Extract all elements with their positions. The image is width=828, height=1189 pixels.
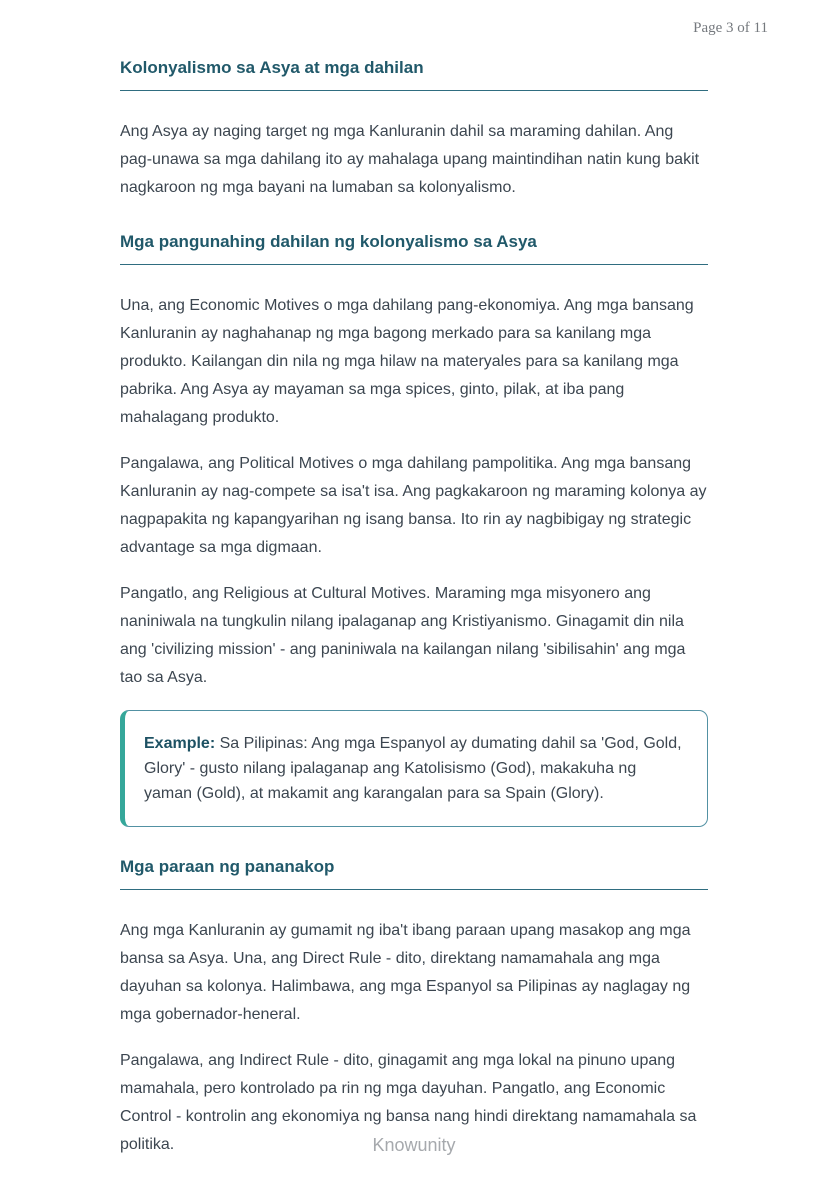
example-label: Example: bbox=[144, 735, 216, 752]
paragraph: Pangatlo, ang Religious at Cultural Motives. Maraming mga misyonero ang naniniwala na tungkulin nilang ipalaganap ang Kristiyanismo. Ginagamit din nila ang 'civilizing mission' - ang paniniwala na kailangan nilang 'sibilisahin' ang mga tao sa Asya. bbox=[120, 585, 686, 686]
section-kolonyalismo bbox=[120, 58, 708, 202]
paragraph: Pangalawa, ang Indirect Rule - dito, ginagamit ang mga lokal na pinuno upang mamahala, pero kontrolado pa rin ng mga dayuhan. Pangatlo, ang Economic Control - kontrolin ang ekonomiya ng bansa nang hindi direktang namamahala sa politika. bbox=[120, 1052, 697, 1153]
footer-brand: Knowunity bbox=[372, 1135, 456, 1155]
section-heading: Mga paraan ng pananakop bbox=[120, 857, 708, 890]
example-callout bbox=[120, 710, 708, 827]
section-mga-paraan bbox=[120, 857, 708, 1159]
example-text bbox=[144, 731, 683, 806]
paragraph: Ang Asya ay naging target ng mga Kanluranin dahil sa maraming dahilan. Ang pag-unawa sa mga dahilang ito ay mahalaga upang maintindihan natin kung bakit nagkaroon ng mga bayani na lumaban sa kolonyalismo. bbox=[120, 123, 700, 196]
paragraph: Pangalawa, ang Political Motives o mga dahilang pampolitika. Ang mga bansang Kanluranin ay nag-compete sa isa't isa. Ang pagkakaroon ng maraming kolonya ay nagpapakita ng kapangyarihan ng isang bansa. Ito rin ay nagbibigay ng strategic advantage sa mga digmaan. bbox=[120, 455, 707, 556]
page-indicator: Page 3 of 11 bbox=[693, 20, 768, 36]
paragraph: Una, ang Economic Motives o mga dahilang pang-ekonomiya. Ang mga bansang Kanluranin ay naghahanap ng mga bagong merkado para sa kanilang mga produkto. Kailangan din nila ng mga hilaw na materyales para sa kanilang mga pabrika. Ang Asya ay mayaman sa mga spices, ginto, pilak, at iba pang mahalagang produkto. bbox=[120, 297, 694, 426]
section-mga-dahilan bbox=[120, 232, 708, 827]
section-heading: Mga pangunahing dahilan ng kolonyalismo sa Asya bbox=[120, 232, 708, 265]
example-body: Sa Pilipinas: Ang mga Espanyol ay dumating dahil sa 'God, Gold, Glory' - gusto nilang ipalaganap ang Katolisismo (God), makakuha ng yaman (Gold), at makamit ang karangalan para sa Spain (Glory). bbox=[144, 735, 682, 802]
document-content bbox=[120, 58, 708, 1189]
section-heading: Kolonyalismo sa Asya at mga dahilan bbox=[120, 58, 708, 91]
paragraph: Ang mga Kanluranin ay gumamit ng iba't ibang paraan upang masakop ang mga bansa sa Asya. Una, ang Direct Rule - dito, direktang namamahala ang mga dayuhan sa kolonya. Halimbawa, ang mga Espanyol sa Pilipinas ay naglagay ng mga gobernador-heneral. bbox=[120, 922, 691, 1023]
